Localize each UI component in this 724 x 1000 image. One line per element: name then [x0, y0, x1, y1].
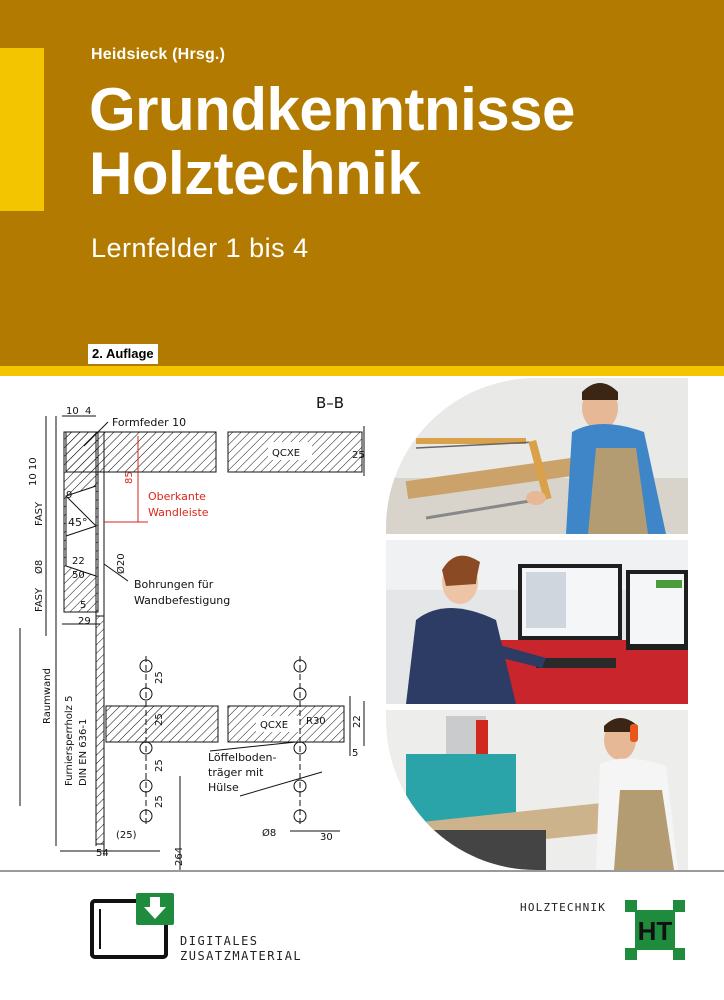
dim-10a: 10 [66, 406, 79, 417]
dim-29: 29 [78, 616, 91, 627]
dim-22b: 22 [352, 715, 363, 728]
dim-5a: 5 [80, 600, 87, 611]
label-furnier-1: Furniersperrholz 5 [64, 695, 75, 786]
digital-line-1: DIGITALES [180, 934, 259, 948]
label-fasy-top: FASY [34, 501, 45, 526]
digital-line-2: ZUSATZMATERIAL [180, 949, 303, 963]
photo-table-saw [386, 710, 688, 870]
photo-sawing [386, 378, 688, 534]
technical-drawing [0, 376, 400, 870]
dim-5b: 5 [352, 748, 359, 759]
label-qcxe-top: QCXE [272, 448, 301, 459]
label-formfeder: Formfeder 10 [112, 416, 187, 429]
label-qcxe-bottom: QCXE [260, 720, 289, 731]
dim-25-top: 25 [352, 450, 365, 461]
label-loeffel-1: Löffelboden- [208, 751, 277, 764]
label-raumwand: Raumwand [42, 668, 53, 724]
edition-badge: 2. Auflage [88, 344, 158, 364]
dim-25-a: 25 [154, 671, 165, 684]
dim-45: 45° [68, 516, 88, 529]
series-label: HOLZTECHNIK [520, 901, 607, 914]
plywood-panel [96, 616, 104, 844]
dim-30: 30 [320, 832, 333, 843]
label-bohrungen-1: Bohrungen für [134, 578, 214, 591]
book-title [89, 78, 575, 206]
dim-phi20: Ø20 [116, 553, 127, 574]
label-fasy-bottom: FASY [34, 587, 45, 612]
dim-25-d: 25 [154, 795, 165, 808]
dim-phi8-a: Ø8 [34, 559, 45, 574]
title-line-1: Grundkenntnisse [89, 76, 575, 143]
digital-material-label [180, 934, 302, 964]
dim-22: 22 [72, 556, 85, 567]
dim-10-10: 10 10 [28, 457, 39, 486]
ht-logo [625, 900, 685, 960]
dim-25-b: 25 [154, 713, 165, 726]
book-subtitle: Lernfelder 1 bis 4 [91, 233, 309, 263]
photo-computer-work [386, 540, 688, 704]
dim-r30: R30 [306, 716, 326, 727]
label-oberkante-1: Oberkante [148, 490, 206, 503]
dim-264: 264 [174, 846, 185, 866]
dim-50: 50 [72, 570, 85, 581]
dim-4: 4 [85, 406, 92, 417]
dim-9: 9 [66, 490, 73, 501]
section-label: B–B [316, 394, 345, 412]
label-bohrungen-2: Wandbefestigung [134, 594, 231, 607]
footer-divider [0, 870, 724, 872]
dim-85: 85 [124, 471, 135, 484]
label-loeffel-2: träger mit [208, 766, 264, 779]
dim-54: 54 [96, 848, 109, 859]
label-oberkante-2: Wandleiste [148, 506, 209, 519]
yellow-accent-tab [0, 48, 44, 211]
yellow-accent-band [0, 366, 724, 376]
dim-25-c: 25 [154, 759, 165, 772]
title-line-2: Holztechnik [89, 140, 421, 207]
dim-25-paren: (25) [116, 830, 137, 841]
author-line: Heidsieck (Hrsg.) [91, 46, 226, 63]
download-arrow-icon [90, 893, 174, 961]
dim-phi8-b: Ø8 [262, 828, 277, 839]
ht-logo-text: HT [637, 916, 673, 946]
label-furnier-2: DIN EN 636-1 [78, 718, 89, 786]
label-loeffel-3: Hülse [208, 781, 239, 794]
